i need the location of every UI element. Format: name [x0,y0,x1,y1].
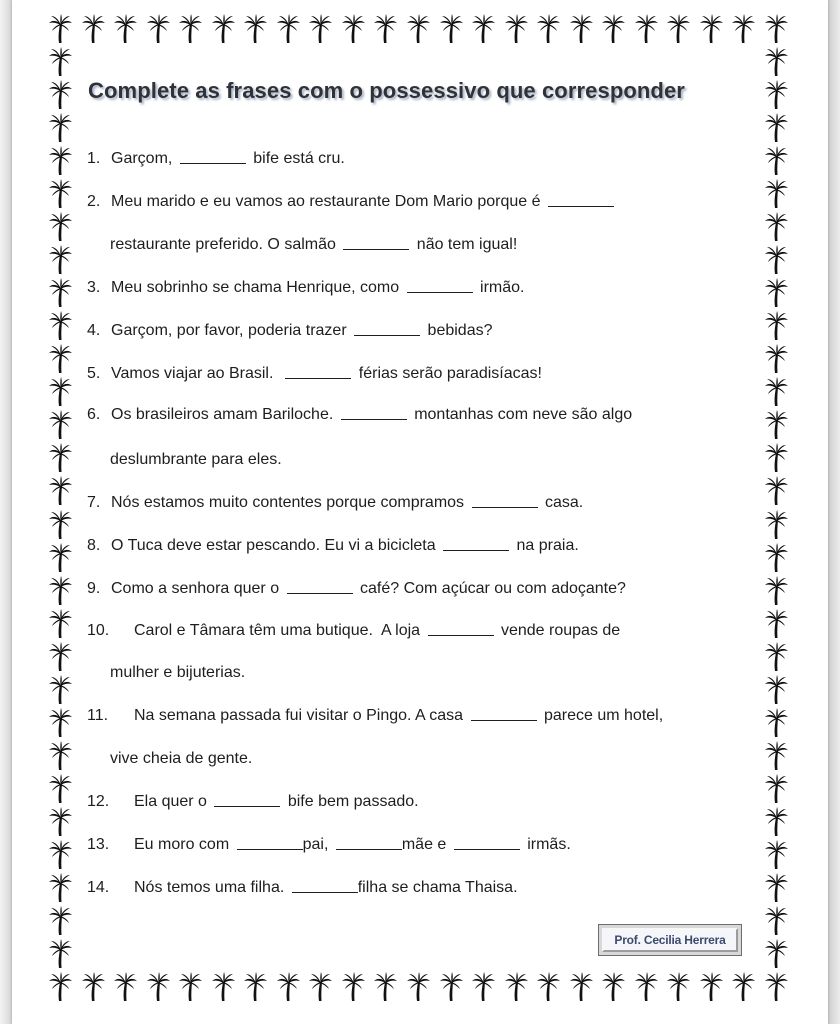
exercise-number: 12. [87,793,110,810]
exercise-line [87,193,617,211]
exercise-number: 14. [87,879,110,896]
exercise-text: deslumbrante para eles. [110,451,282,468]
exercise-number: 9. [87,580,101,597]
exercise-text: Vamos viajar ao Brasil. [111,365,283,382]
exercise-text: montanhas com neve são algo [409,406,633,423]
exercise-text: mulher e bijuterias. [110,664,246,681]
exercise-line [110,750,252,768]
exercise-text: Carol e Tâmara têm uma butique. A loja [134,622,425,639]
answer-blank[interactable] [407,291,473,293]
answer-blank[interactable] [471,719,537,721]
exercise-text: Meu sobrinho se chama Henrique, como [111,279,404,296]
exercise-number: 5. [87,365,101,382]
worksheet-title: Complete as frases com o possessivo que corresponder [88,78,685,103]
exercise-line [110,451,282,469]
answer-blank[interactable] [428,634,494,636]
exercise-text: Eu moro com [134,836,234,853]
answer-blank[interactable] [454,848,520,850]
exercise-text: bebidas? [423,322,493,339]
answer-blank[interactable] [214,805,280,807]
exercise-text: bife bem passado. [283,793,419,810]
exercise-line [110,664,245,682]
exercise-text: parece um hotel, [539,707,664,724]
author-badge [598,924,742,956]
exercise-text: Meu marido e eu vamos ao restaurante Dom Mario porque é [111,193,545,210]
exercise-number: 1. [87,150,101,167]
exercise-text: Como a senhora quer o [111,580,284,597]
exercise-number: 2. [87,193,101,210]
exercise-text: irmão. [475,279,525,296]
exercise-line [87,279,525,297]
exercise-text: na praia. [512,537,579,554]
exercise-text: casa. [540,494,584,511]
answer-blank[interactable] [354,334,420,336]
answer-blank[interactable] [287,592,353,594]
exercise-number: 11. [87,707,109,724]
exercise-text: bife está cru. [248,150,345,167]
answer-blank[interactable] [443,549,509,551]
exercise-text: Ela quer o [134,793,212,810]
exercise-text: pai, [302,836,333,853]
exercise-number: 7. [87,494,101,511]
exercise-line [87,494,583,512]
exercise-text: café? Com açúcar ou com adoçante? [355,580,626,597]
exercise-text: Garçom, por favor, poderia trazer [111,322,352,339]
exercise-text: vende roupas de [496,622,621,639]
exercise-number: 10. [87,622,110,639]
answer-blank[interactable] [180,162,246,164]
answer-blank[interactable] [285,377,351,379]
exercise-line [87,406,632,424]
exercise-number: 8. [87,537,101,554]
exercise-text: filha se chama Thaisa. [357,879,518,896]
exercise-number: 4. [87,322,101,339]
exercise-text: não tem igual! [412,236,518,253]
exercise-line [87,793,419,811]
exercise-text: Os brasileiros amam Bariloche. [111,406,338,423]
exercise-line [87,150,345,168]
answer-blank[interactable] [472,506,538,508]
exercise-number: 3. [87,279,101,296]
viewer-left-edge [0,0,12,1024]
exercise-text: Garçom, [111,150,177,167]
exercise-text: vive cheia de gente. [110,750,253,767]
answer-blank[interactable] [237,848,303,850]
exercise-text: O Tuca deve estar pescando. Eu vi a bicicleta [111,537,441,554]
exercise-text: irmãs. [522,836,571,853]
exercise-line [87,580,626,598]
answer-blank[interactable] [292,891,358,893]
exercise-line [87,622,620,640]
exercise-text: Nós temos uma filha. [134,879,289,896]
answer-blank[interactable] [336,848,402,850]
viewer-right-edge [828,0,840,1024]
exercise-line [87,879,518,897]
exercise-line [87,537,579,555]
exercise-text: mãe e [401,836,451,853]
exercise-text: Na semana passada fui visitar o Pingo. A casa [134,707,468,724]
exercise-text: Nós estamos muito contentes porque compramos [111,494,469,511]
exercise-number: 6. [87,406,101,423]
exercise-text: férias serão paradisíacas! [354,365,542,382]
exercise-line [87,836,571,854]
exercise-line [87,365,542,383]
exercise-line [87,707,663,725]
answer-blank[interactable] [341,418,407,420]
exercise-line [110,236,517,254]
author-name: Prof. Cecilia Herrera [602,928,738,952]
answer-blank[interactable] [343,248,409,250]
exercise-number: 13. [87,836,110,853]
exercise-line [87,322,493,340]
answer-blank[interactable] [548,205,614,207]
exercise-text: restaurante preferido. O salmão [110,236,341,253]
